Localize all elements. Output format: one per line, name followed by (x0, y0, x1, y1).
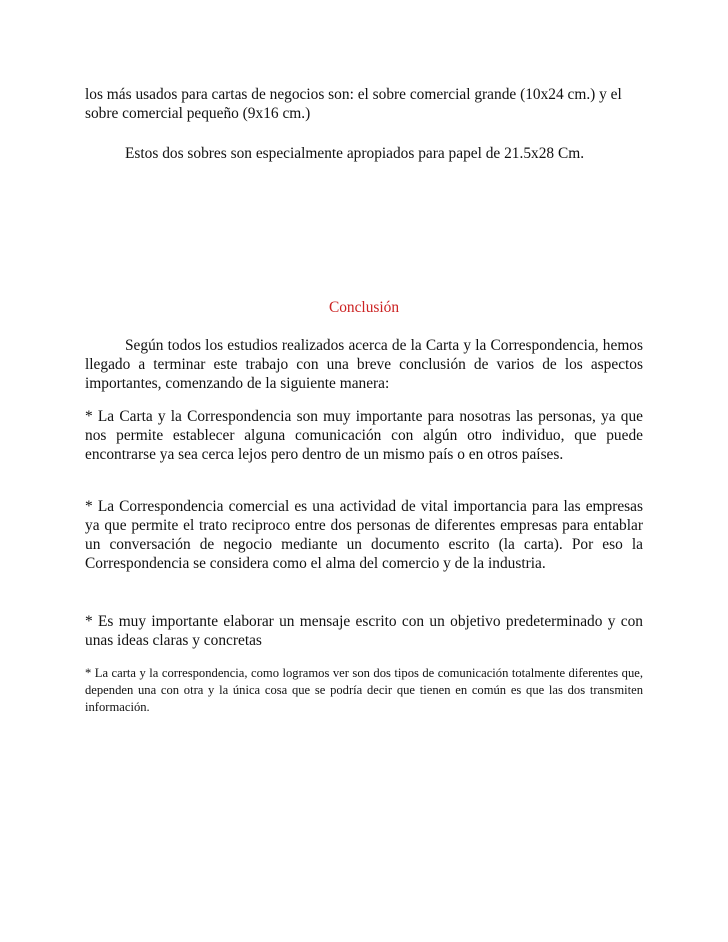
conclusion-heading: Conclusión (328, 299, 400, 316)
conclusion-intro-paragraph: Según todos los estudios realizados acerca de la Carta y la Correspondencia, hemos llegado a terminar este trabajo con una breve conclusión de varios de los aspectos importantes, comenzando de la siguiente manera: (85, 337, 643, 392)
conclusion-point-2: * La Correspondencia comercial es una actividad de vital importancia para las empresas ya que permite el trato reciproco entre dos personas de diferentes empresas para entablar un conversación de negocio mediante un documento escrito (la carta). Por eso la Correspondencia se considera como el alma del comercio y de la industria. (85, 498, 643, 572)
intro-paragraph: los más usados para cartas de negocios son: el sobre comercial grande (10x24 cm.) y el sobre comercial pequeño (9x16 cm.) (85, 86, 622, 122)
conclusion-point-4: * La carta y la correspondencia, como logramos ver son dos tipos de comunicación totalmente diferentes que, dependen una con otra y la única cosa que se podría decir que tienen en común es que las dos transmiten información. (85, 666, 643, 714)
conclusion-point-3: * Es muy importante elaborar un mensaje escrito con un objetivo predeterminado y con unas ideas claras y concretas (85, 613, 643, 649)
conclusion-point-1: * La Carta y la Correspondencia son muy importante para nosotras las personas, ya que nos permite establecer alguna comunicación con algún otro individuo, que puede encontrarse ya sea cerca lejos pero dentro de un mismo país o en otros países. (85, 408, 643, 463)
envelopes-paragraph: Estos dos sobres son especialmente apropiados para papel de 21.5x28 Cm. (125, 145, 585, 162)
